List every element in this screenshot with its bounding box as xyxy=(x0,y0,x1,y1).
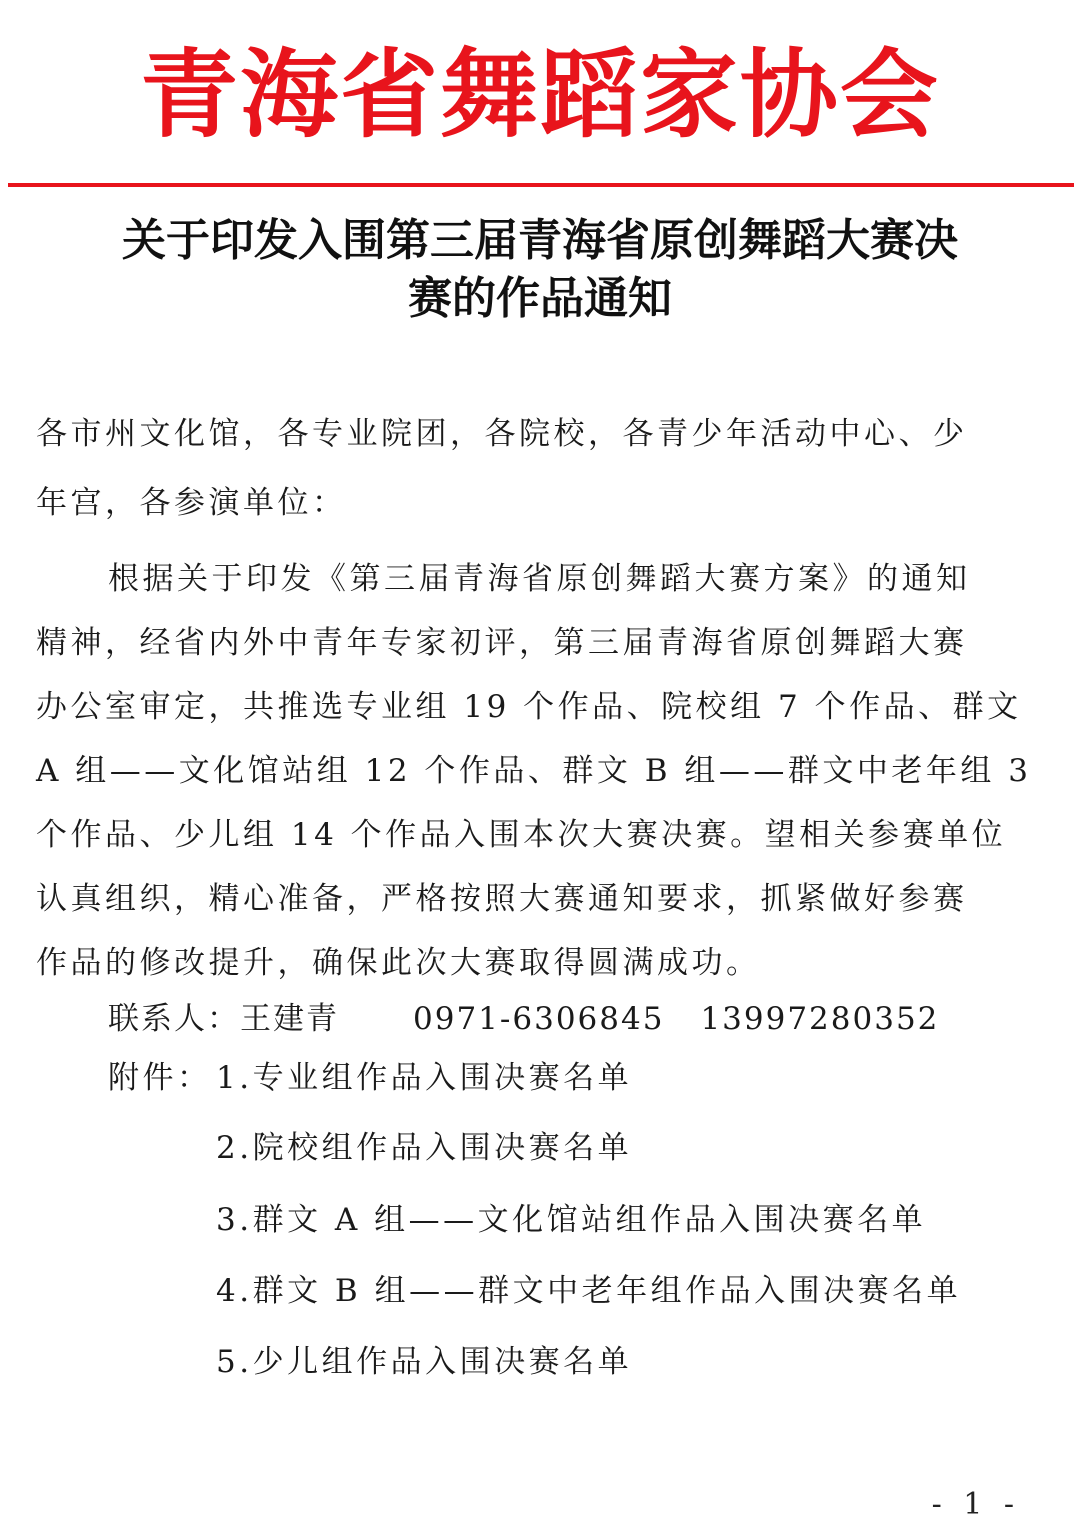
contact-line xyxy=(108,993,939,1038)
letterhead-red-rule xyxy=(8,183,1074,187)
attachment-item-2: 2.院校组作品入围决赛名单 xyxy=(216,1130,633,1166)
attachments-label: 附件： xyxy=(108,1060,212,1096)
page-number: - 1 - xyxy=(931,1487,1020,1522)
paragraph-line-5: 个作品、少儿组 14 个作品入围本次大赛决赛。望相关参赛单位 xyxy=(36,817,1007,853)
attachment-item-4: 4.群文 B 组——群文中老年组作品入围决赛名单 xyxy=(216,1273,962,1309)
contact-phone-mobile: 13997280352 xyxy=(700,1001,940,1037)
paragraph-line-1: 根据关于印发《第三届青海省原创舞蹈大赛方案》的通知 xyxy=(108,561,971,597)
document-title xyxy=(40,212,1040,328)
salutation-line-1: 各市州文化馆，各专业院团，各院校，各青少年活动中心、少 xyxy=(36,416,968,452)
document-title-line-1: 关于印发入围第三届青海省原创舞蹈大赛决 xyxy=(122,215,958,266)
attachment-item-5: 5.少儿组作品入围决赛名单 xyxy=(216,1344,633,1380)
paragraph-line-2: 精神，经省内外中青年专家初评，第三届青海省原创舞蹈大赛 xyxy=(36,625,968,661)
attachment-item-3: 3.群文 A 组——文化馆站组作品入围决赛名单 xyxy=(216,1202,927,1238)
paragraph-line-3: 办公室审定，共推选专业组 19 个作品、院校组 7 个作品、群文 xyxy=(36,689,1022,725)
document-title-line-2: 赛的作品通知 xyxy=(408,273,672,324)
attachment-item-1: 1.专业组作品入围决赛名单 xyxy=(216,1060,633,1096)
paragraph-line-6: 认真组织，精心准备，严格按照大赛通知要求，抓紧做好参赛 xyxy=(36,881,968,917)
organization-letterhead: 青海省舞蹈家协会 xyxy=(140,39,940,151)
contact-person: 联系人：王建青 xyxy=(108,1001,339,1037)
paragraph-line-4: A 组——文化馆站组 12 个作品、群文 B 组——群文中老年组 3 xyxy=(36,753,1032,789)
salutation-line-2: 年宫，各参演单位： xyxy=(36,485,347,521)
contact-phone-landline: 0971-6306845 xyxy=(413,1001,665,1037)
paragraph-line-7: 作品的修改提升，确保此次大赛取得圆满成功。 xyxy=(36,945,761,981)
